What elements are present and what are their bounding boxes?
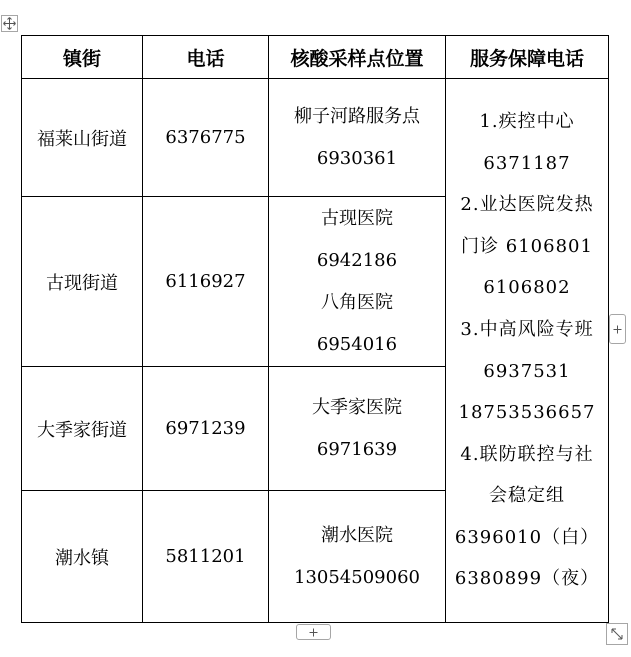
phone-cell: 6971239 (143, 367, 269, 491)
site-cell (269, 79, 446, 197)
table-header-row (22, 36, 609, 79)
header-phone: 电话 (143, 36, 269, 79)
header-sample-site: 核酸采样点位置 (269, 36, 446, 79)
site-cell (269, 491, 446, 623)
service-line: 6937531 (483, 360, 571, 382)
service-line: 1.疾控中心 (479, 110, 575, 132)
service-line: 6380899（夜） (454, 568, 600, 590)
site-line: 潮水医院 (321, 524, 393, 546)
table-resize-handle[interactable] (606, 623, 628, 645)
town-cell: 古现街道 (22, 197, 143, 367)
resize-icon (610, 627, 624, 641)
site-line: 6971639 (316, 438, 398, 460)
service-line: 18753536657 (458, 402, 596, 424)
service-line: 2.业达医院发热 (460, 194, 594, 216)
site-line: 6954016 (316, 333, 398, 355)
service-line: 6371187 (483, 152, 571, 174)
site-line: 古现医院 (321, 207, 393, 229)
town-cell: 潮水镇 (22, 491, 143, 623)
service-line: 6106802 (483, 277, 571, 299)
service-line: 会稳定组 (489, 485, 565, 507)
table-move-handle[interactable] (1, 15, 18, 32)
site-line: 大季家医院 (312, 396, 402, 418)
schedule-table (21, 35, 609, 623)
site-line: 6930361 (316, 147, 398, 169)
service-phone-cell (446, 79, 609, 623)
phone-cell: 6376775 (143, 79, 269, 197)
town-cell: 大季家街道 (22, 367, 143, 491)
service-line: 6396010（白） (454, 526, 600, 548)
service-line: 3.中高风险专班 (460, 318, 594, 340)
site-line: 6942186 (316, 249, 398, 271)
phone-cell: 6116927 (143, 197, 269, 367)
site-line: 13054509060 (294, 566, 420, 588)
service-line: 4.联防联控与社 (460, 443, 594, 465)
add-row-button[interactable] (296, 624, 331, 640)
plus-icon (613, 325, 622, 334)
add-column-button[interactable] (609, 314, 626, 344)
service-line: 门诊 6106801 (461, 235, 593, 257)
site-cell (269, 197, 446, 367)
plus-icon (309, 628, 318, 637)
header-town: 镇街 (22, 36, 143, 79)
table-row (22, 79, 609, 197)
site-line: 柳子河路服务点 (294, 105, 420, 127)
town-cell: 福莱山街道 (22, 79, 143, 197)
header-service-phone: 服务保障电话 (446, 36, 609, 79)
phone-cell: 5811201 (143, 491, 269, 623)
site-cell (269, 367, 446, 491)
move-icon (3, 17, 16, 30)
site-line: 八角医院 (321, 291, 393, 313)
